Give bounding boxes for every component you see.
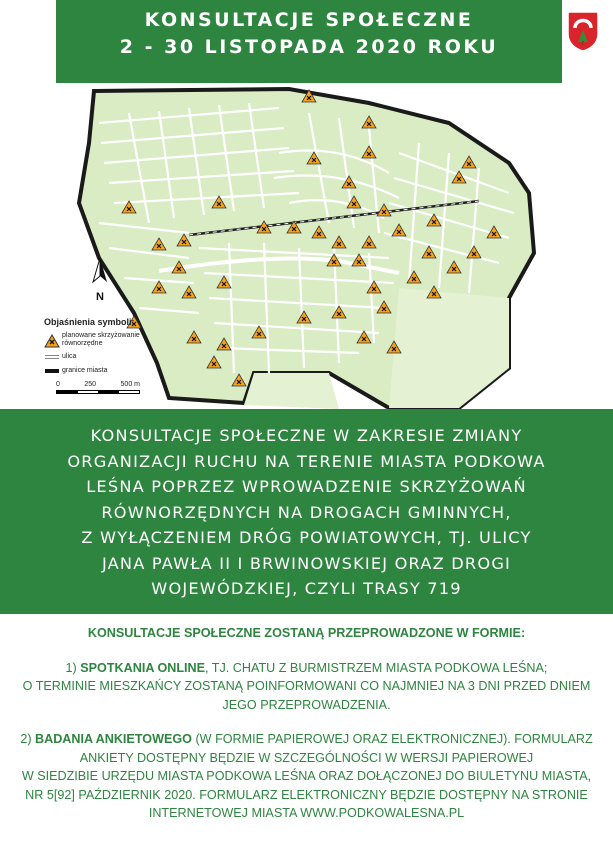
map-legend xyxy=(44,317,174,394)
scope-line-3: LEŚNA POPRZEZ WPROWADZENIE SKRZYŻOWAŃ xyxy=(86,477,527,496)
scale-label-500: 500 m xyxy=(120,381,140,388)
legend-item-intersection xyxy=(44,330,174,350)
legend-title: Objaśnienia symboli: xyxy=(44,317,135,327)
north-arrow-icon xyxy=(90,258,110,303)
scope-line-2: ORGANIZACJI RUCHU NA TERENIE MIASTA PODKOWA xyxy=(67,451,546,471)
consultation-scope-banner xyxy=(0,409,613,614)
warning-triangle-icon xyxy=(44,334,62,346)
item-2-line-3: W SIEDZIBIE URZĘDU MIASTA PODKOWA LEŚNA ORAZ DOŁĄCZONEJ DO BIULETYNU MIASTA, xyxy=(21,769,592,783)
podkowa-crest-icon xyxy=(566,10,600,52)
item-1-title: SPOTKANIA ONLINE xyxy=(80,660,206,675)
scale-label-0: 0 xyxy=(56,381,60,388)
scope-line-5: Z WYŁĄCZENIEM DRÓG POWIATOWYCH, TJ. ULICY xyxy=(81,528,532,547)
item-1-text: , TJ. CHATU Z BURMISTRZEM MIASTA PODKOWA LEŚNA; xyxy=(205,660,548,675)
item-2-line-2: ANKIETY DOSTĘPNY BĘDZIE W SZCZEGÓLNOŚCI W WERSJI PAPIEROWEJ xyxy=(79,750,534,765)
item-1-line-1 xyxy=(0,659,613,678)
title-line-1: KONSULTACJE SPOŁECZNE xyxy=(144,9,474,31)
forest-area xyxy=(244,373,339,409)
scope-line-1: KONSULTACJE SPOŁECZNE W ZAKRESIE ZMIANY xyxy=(90,426,523,445)
item-2-number: 2) xyxy=(20,732,36,746)
scale-bar xyxy=(44,381,174,394)
title-line-2: 2 - 30 LISTOPADA 2020 ROKU xyxy=(119,36,499,58)
forest-area xyxy=(389,288,509,408)
item-1-line-3: JEGO PRZEPROWADZENIA. xyxy=(222,697,391,712)
north-label: N xyxy=(96,291,104,303)
scope-line-7: WOJEWÓDZKIEJ, CZYLI TRASY 719 xyxy=(151,579,462,598)
street-line-icon xyxy=(44,351,62,363)
item-1-line-2: O TERMINIE MIESZKAŃCY ZOSTANĄ POINFORMOWANI CO NAJMNIEJ NA 3 DNI PRZED DNIEM xyxy=(22,679,591,693)
scope-line-4: RÓWNORZĘDNYCH NA DROGACH GMINNYCH, xyxy=(101,502,512,522)
legend-item-street xyxy=(44,350,174,364)
item-2-line-5: INTERNETOWEJ MIASTA WWW.PODKOWALESNA.PL xyxy=(148,806,465,820)
legend-label-intersection: planowane skrzyżowanie równorzędne xyxy=(62,332,140,347)
scale-label-250: 250 xyxy=(84,381,97,388)
consultation-details xyxy=(0,624,613,823)
legend-label-boundary: granice miasta xyxy=(62,367,108,374)
item-1-number: 1) xyxy=(65,660,81,675)
item-2-line-1 xyxy=(0,730,613,749)
scope-line-6: JANA PAWŁA II I BRWINOWSKIEJ ORAZ DROGI xyxy=(101,553,512,573)
boundary-line-icon xyxy=(44,365,62,377)
item-2-text: (W FORMIE PAPIEROWEJ ORAZ ELEKTRONICZNEJ). FORMULARZ xyxy=(191,732,593,746)
legend-label-street: ulica xyxy=(62,353,77,360)
item-2-line-4: NR 5[92] PAŹDZIERNIK 2020. FORMULARZ ELEKTRONICZNY BĘDZIE DOSTĘPNY NA STRONIE xyxy=(25,787,588,802)
title-banner xyxy=(56,0,562,83)
item-2-title: BADANIA ANKIETOWEGO xyxy=(35,732,192,746)
scale-bar-graphic xyxy=(56,390,140,394)
forms-intro: KONSULTACJE SPOŁECZNE ZOSTANĄ PRZEPROWADZONE W FORMIE: xyxy=(87,626,526,640)
legend-item-boundary xyxy=(44,364,174,378)
